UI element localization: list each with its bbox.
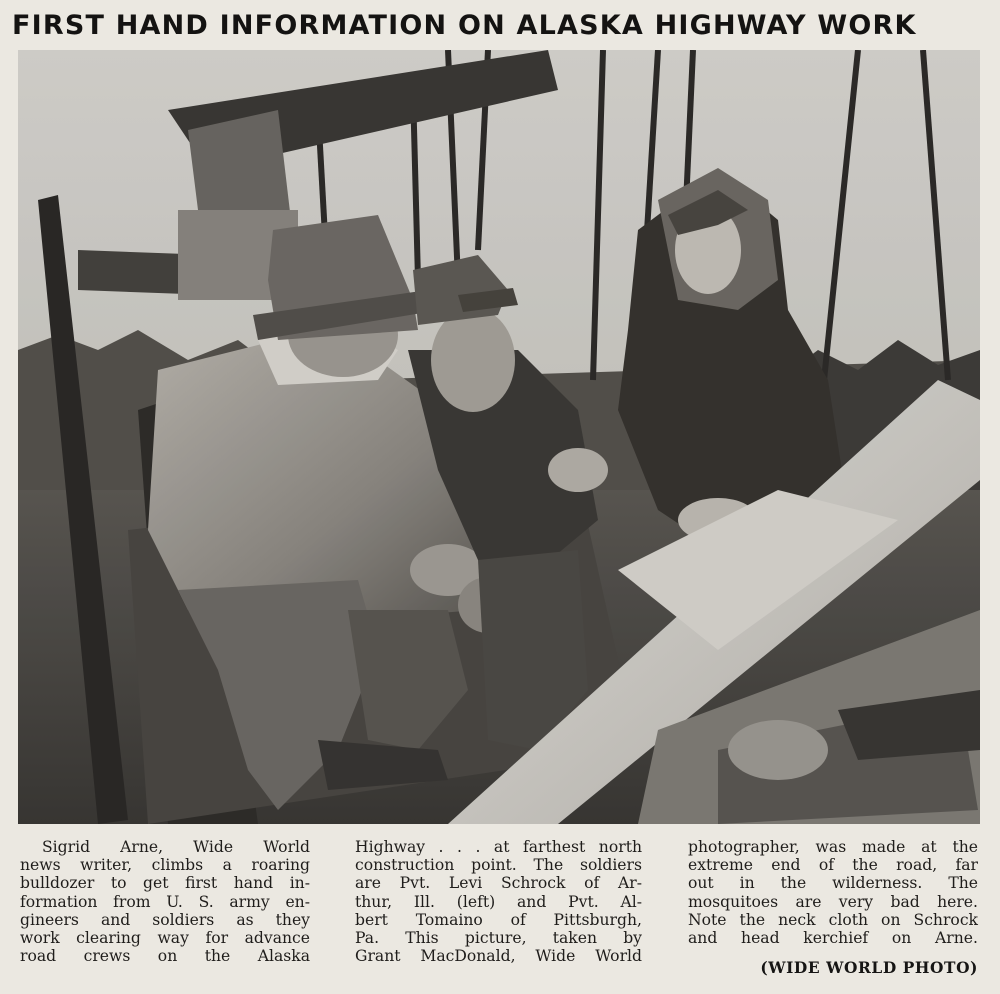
caption-line: and head kerchief on Arne. — [688, 929, 978, 948]
caption-line: out in the wilderness. The — [688, 874, 978, 893]
caption-line: bert Tomaino of Pittsburgh, — [355, 910, 642, 929]
caption-line: Grant MacDonald, Wide World — [355, 947, 642, 966]
caption-line: gineers and soldiers as they — [20, 910, 310, 929]
caption-line: Pa. This picture, taken by — [355, 929, 642, 948]
caption-line: formation from U. S. army en- — [20, 892, 310, 911]
caption-column-1 — [20, 838, 310, 986]
caption-line: news writer, climbs a roaring — [20, 856, 310, 875]
caption-line: Highway . . . at farthest north — [355, 838, 642, 856]
photo-illustration — [18, 50, 980, 824]
caption-line: thur, Ill. (left) and Pvt. Al- — [355, 892, 642, 911]
news-photograph — [18, 50, 980, 824]
caption-line: road crews on the Alaska — [20, 947, 310, 966]
caption-line: mosquitoes are very bad here. — [688, 892, 978, 911]
headline: FIRST HAND INFORMATION ON ALASKA HIGHWAY WORK — [12, 10, 917, 41]
caption-line: work clearing way for advance — [20, 929, 310, 948]
halftone-overlay — [18, 50, 980, 824]
photo-credit: (WIDE WORLD PHOTO) — [760, 959, 978, 977]
caption-line: Sigrid Arne, Wide World — [42, 838, 310, 856]
caption-line: Note the neck cloth on Schrock — [688, 910, 978, 929]
caption-column-2 — [355, 838, 642, 986]
caption-line: bulldozer to get first hand in- — [20, 874, 310, 893]
caption-line: extreme end of the road, far — [688, 856, 978, 875]
caption-line: construction point. The soldiers — [355, 856, 642, 875]
caption-line: photographer, was made at the — [688, 838, 978, 856]
caption-line: are Pvt. Levi Schrock of Ar- — [355, 874, 642, 893]
